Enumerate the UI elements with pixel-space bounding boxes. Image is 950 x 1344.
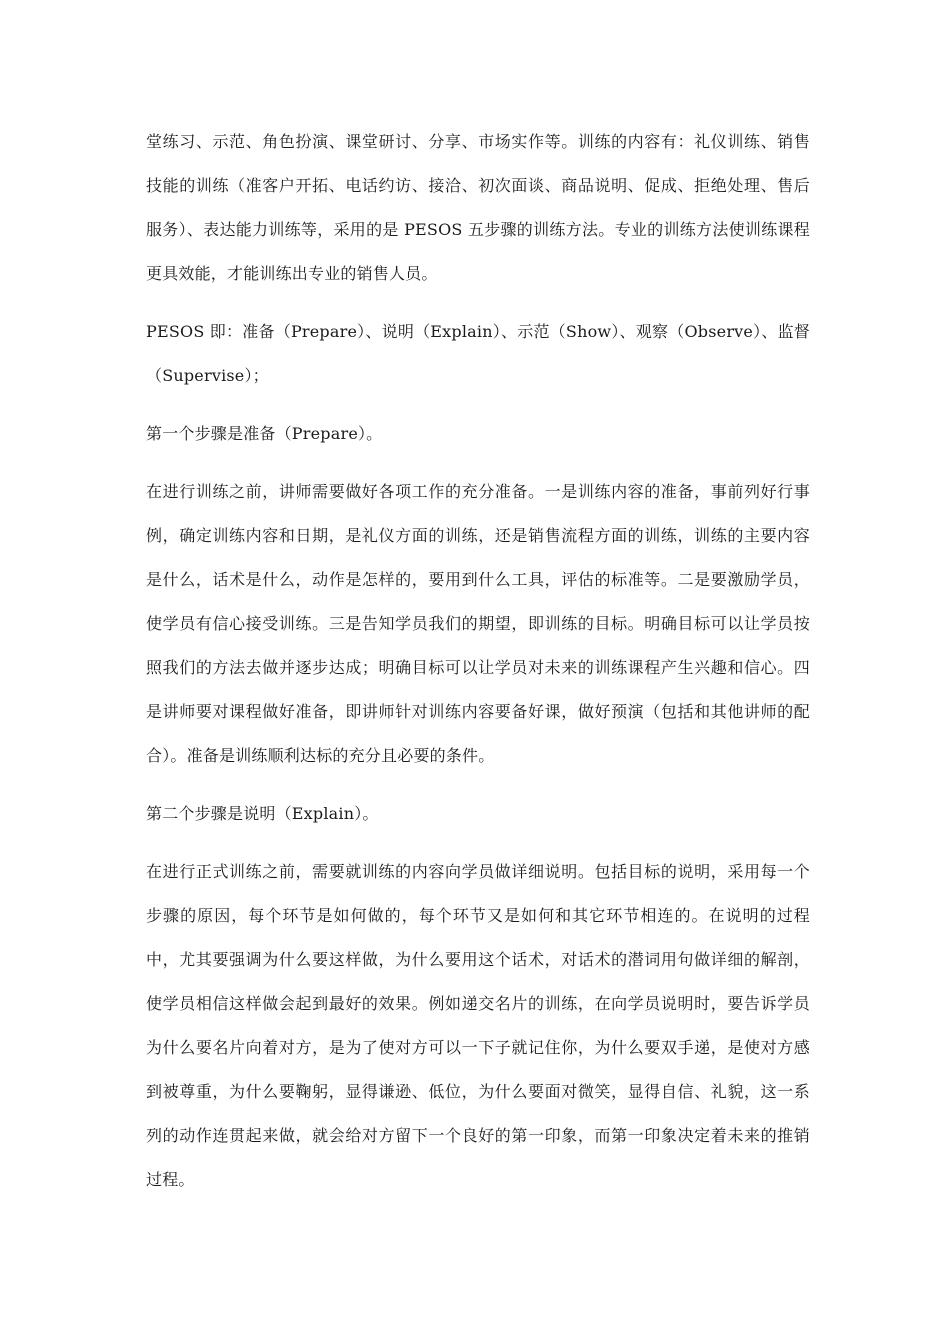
heading-step-one-prepare: 第一个步骤是准备（Prepare）。 <box>146 424 383 443</box>
paragraph-pesos-definition: PESOS 即：准备（Prepare）、说明（Explain）、示范（Show）、观察（Observe）、监督（Supervise）； <box>146 322 810 385</box>
paragraph-explain-details: 在进行正式训练之前，需要就训练的内容向学员做详细说明。包括目标的说明，采用每一个步骤的原因，每个环节是如何做的，每个环节又是如何和其它环节相连的。在说明的过程中，尤其要强调为什么要这样做，为什么要用这个话术，对话术的潜词用句做详细的解剖，使学员相信这样做会起到最好的效果。例如递交名片的训练，在向学员说明时，要告诉学员为什么要名片向着对方，是为了使对方可以一下子就记住你，为什么要双手递，是使对方感到被尊重，为什么要鞠躬，显得谦逊、低位，为什么要面对微笑，显得自信、礼貌，这一系列的动作连贯起来做，就会给对方留下一个良好的第一印象，而第一印象决定着未来的推销过程。 <box>146 862 810 1189</box>
paragraph-prepare-details: 在进行训练之前，讲师需要做好各项工作的充分准备。一是训练内容的准备，事前列好行事例，确定训练内容和日期，是礼仪方面的训练，还是销售流程方面的训练，训练的主要内容是什么，话术是什么，动作是怎样的，要用到什么工具，评估的标准等。二是要激励学员，使学员有信心接受训练。三是告知学员我们的期望，即训练的目标。明确目标可以让学员按照我们的方法去做并逐步达成；明确目标可以让学员对未来的训练课程产生兴趣和信心。四是讲师要对课程做好准备，即讲师针对训练内容要备好课，做好预演（包括和其他讲师的配合）。准备是训练顺利达标的充分且必要的条件。 <box>146 482 810 765</box>
paragraph-training-methods: 堂练习、示范、角色扮演、课堂研讨、分享、市场实作等。训练的内容有：礼仪训练、销售技能的训练（准客户开拓、电话约访、接洽、初次面谈、商品说明、促成、拒绝处理、售后服务）、表达能力训练等，采用的是 PESOS 五步骤的训练方法。专业的训练方法使训练课程更具效能，才能训练出专业的销售人员。 <box>146 132 810 283</box>
heading-step-two-explain: 第二个步骤是说明（Explain）。 <box>146 804 379 823</box>
document-body <box>146 120 810 1216</box>
